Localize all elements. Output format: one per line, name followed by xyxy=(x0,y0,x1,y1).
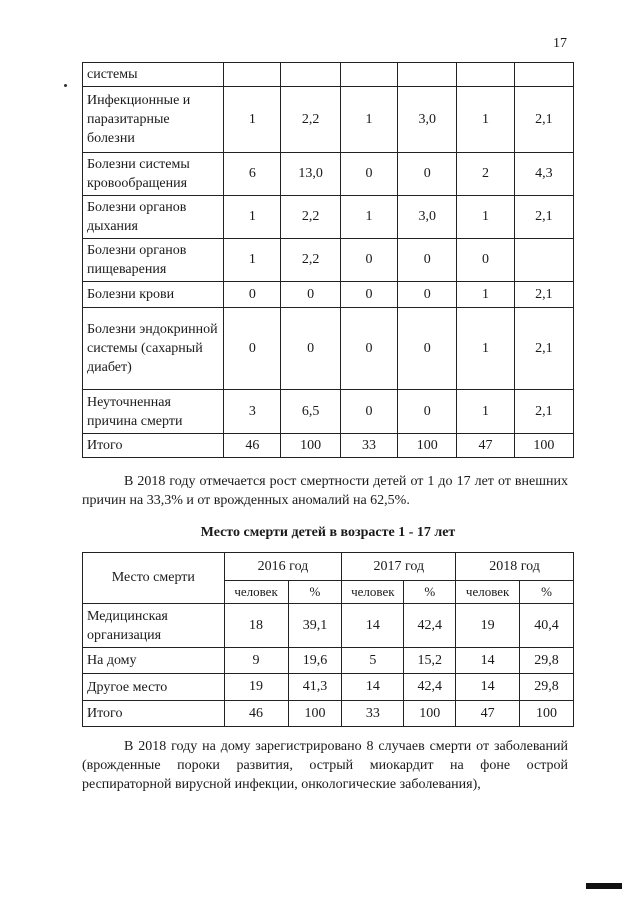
table-cell: 14 xyxy=(342,674,404,701)
table-cell: 0 xyxy=(398,153,457,196)
paragraph-home-deaths-text: В 2018 году на дому зарегистрировано 8 случаев смерти от заболеваний (врожденные пороки развития, острый миокардит на фоне острой респираторной вирусной инфекции, онкологические заболевания), xyxy=(82,739,568,792)
table-cell: 1 xyxy=(457,390,514,434)
table-cell: 29,8 xyxy=(520,674,574,701)
table-cell: 9 xyxy=(224,648,288,674)
table-cell xyxy=(340,63,397,87)
row-label: Болезни системы кровообращения xyxy=(83,153,224,196)
table-cell: 1 xyxy=(224,239,281,282)
row-label: Итого xyxy=(83,701,225,727)
table-row xyxy=(83,434,574,458)
table-cell: 14 xyxy=(342,604,404,648)
table-cell xyxy=(514,63,573,87)
table-cell xyxy=(224,63,281,87)
row-label: Болезни органов дыхания xyxy=(83,196,224,239)
paragraph-growth-text: В 2018 году отмечается рост смертности детей от 1 до 17 лет от внешних причин на 33,3% и от врожденных аномалий на 62,5%. xyxy=(82,474,568,508)
table-cell: 1 xyxy=(457,196,514,239)
table-cell: 2,1 xyxy=(514,390,573,434)
table-cell: 1 xyxy=(224,87,281,153)
table-row xyxy=(83,701,574,727)
table-cell: 1 xyxy=(457,308,514,390)
table-cell: 6 xyxy=(224,153,281,196)
table-cell: 47 xyxy=(456,701,520,727)
table-cell: 29,8 xyxy=(520,648,574,674)
row-label: Болезни органов пищеварения xyxy=(83,239,224,282)
row-label: На дому xyxy=(83,648,225,674)
place-of-death-table xyxy=(82,552,574,727)
table-cell: 0 xyxy=(398,308,457,390)
table-row xyxy=(83,282,574,308)
table-cell: 3,0 xyxy=(398,196,457,239)
table-cell: 1 xyxy=(224,196,281,239)
table-row xyxy=(83,87,574,153)
table-cell xyxy=(457,63,514,87)
row-label: Болезни эндокринной системы (сахарный диабет) xyxy=(83,308,224,390)
table-cell: 42,4 xyxy=(404,604,456,648)
table-cell: 6,5 xyxy=(281,390,340,434)
header-year-2016: 2016 год xyxy=(224,553,342,581)
table-cell: 1 xyxy=(457,282,514,308)
header-place: Место смерти xyxy=(83,553,225,604)
table-cell: 13,0 xyxy=(281,153,340,196)
table-cell: 100 xyxy=(281,434,340,458)
header-year-2018: 2018 год xyxy=(456,553,574,581)
table-cell: 0 xyxy=(457,239,514,282)
table-row xyxy=(83,390,574,434)
header-percent: % xyxy=(520,581,574,604)
table-row xyxy=(83,308,574,390)
header-persons: человек xyxy=(342,581,404,604)
row-label: Медицинская организация xyxy=(83,604,225,648)
table-cell: 46 xyxy=(224,434,281,458)
table-cell: 100 xyxy=(288,701,342,727)
table-cell: 0 xyxy=(340,308,397,390)
causes-of-death-table xyxy=(82,62,574,458)
footer-bar xyxy=(586,883,622,889)
table-row xyxy=(83,604,574,648)
table-cell: 47 xyxy=(457,434,514,458)
row-label: Другое место xyxy=(83,674,225,701)
table-cell: 1 xyxy=(340,87,397,153)
table-cell: 15,2 xyxy=(404,648,456,674)
table-row xyxy=(83,196,574,239)
header-percent: % xyxy=(288,581,342,604)
table-cell: 33 xyxy=(342,701,404,727)
row-label: Болезни крови xyxy=(83,282,224,308)
table-row xyxy=(83,648,574,674)
table-cell: 2,1 xyxy=(514,282,573,308)
table-row xyxy=(83,239,574,282)
table-cell: 2,1 xyxy=(514,87,573,153)
table-cell: 14 xyxy=(456,648,520,674)
table-cell: 2 xyxy=(457,153,514,196)
table-cell: 40,4 xyxy=(520,604,574,648)
table-cell: 0 xyxy=(224,282,281,308)
table-cell: 0 xyxy=(398,239,457,282)
row-label: системы xyxy=(83,63,224,87)
table-cell: 2,2 xyxy=(281,87,340,153)
table-cell: 100 xyxy=(520,701,574,727)
row-label: Неуточненная причина смерти xyxy=(83,390,224,434)
table-cell: 0 xyxy=(340,282,397,308)
table-cell: 2,2 xyxy=(281,196,340,239)
header-persons: человек xyxy=(456,581,520,604)
table-cell: 0 xyxy=(398,390,457,434)
table-cell: 100 xyxy=(514,434,573,458)
table-cell: 0 xyxy=(340,239,397,282)
table-cell: 1 xyxy=(457,87,514,153)
table-cell: 46 xyxy=(224,701,288,727)
table-cell: 19,6 xyxy=(288,648,342,674)
table-cell: 14 xyxy=(456,674,520,701)
table-row xyxy=(83,674,574,701)
header-persons: человек xyxy=(224,581,288,604)
table-cell: 0 xyxy=(340,390,397,434)
table-cell: 0 xyxy=(398,282,457,308)
table2-title: Место смерти детей в возрасте 1 - 17 лет xyxy=(200,525,456,540)
table-cell xyxy=(281,63,340,87)
stray-mark xyxy=(64,84,67,87)
table-cell xyxy=(398,63,457,87)
page-number: 17 xyxy=(553,36,567,51)
table-row xyxy=(83,153,574,196)
table-cell: 33 xyxy=(340,434,397,458)
paragraph-home-deaths xyxy=(82,737,568,794)
table-cell: 3,0 xyxy=(398,87,457,153)
table-cell: 3 xyxy=(224,390,281,434)
table-cell: 0 xyxy=(340,153,397,196)
table-cell: 4,3 xyxy=(514,153,573,196)
header-year-2017: 2017 год xyxy=(342,553,456,581)
table-cell: 0 xyxy=(281,308,340,390)
table-cell: 100 xyxy=(404,701,456,727)
table2-header-row xyxy=(83,553,574,581)
table-cell: 0 xyxy=(224,308,281,390)
table-cell: 2,1 xyxy=(514,196,573,239)
table-cell: 18 xyxy=(224,604,288,648)
header-percent: % xyxy=(404,581,456,604)
table-cell: 5 xyxy=(342,648,404,674)
table-cell: 42,4 xyxy=(404,674,456,701)
table-cell: 1 xyxy=(340,196,397,239)
table-cell: 2,1 xyxy=(514,308,573,390)
paragraph-growth xyxy=(82,472,568,510)
row-label: Итого xyxy=(83,434,224,458)
table-cell xyxy=(514,239,573,282)
table-cell: 39,1 xyxy=(288,604,342,648)
row-label: Инфекционные и паразитарные болезни xyxy=(83,87,224,153)
table-row xyxy=(83,63,574,87)
table-cell: 19 xyxy=(224,674,288,701)
table-cell: 0 xyxy=(281,282,340,308)
table-cell: 100 xyxy=(398,434,457,458)
table-cell: 41,3 xyxy=(288,674,342,701)
table-cell: 19 xyxy=(456,604,520,648)
table-cell: 2,2 xyxy=(281,239,340,282)
